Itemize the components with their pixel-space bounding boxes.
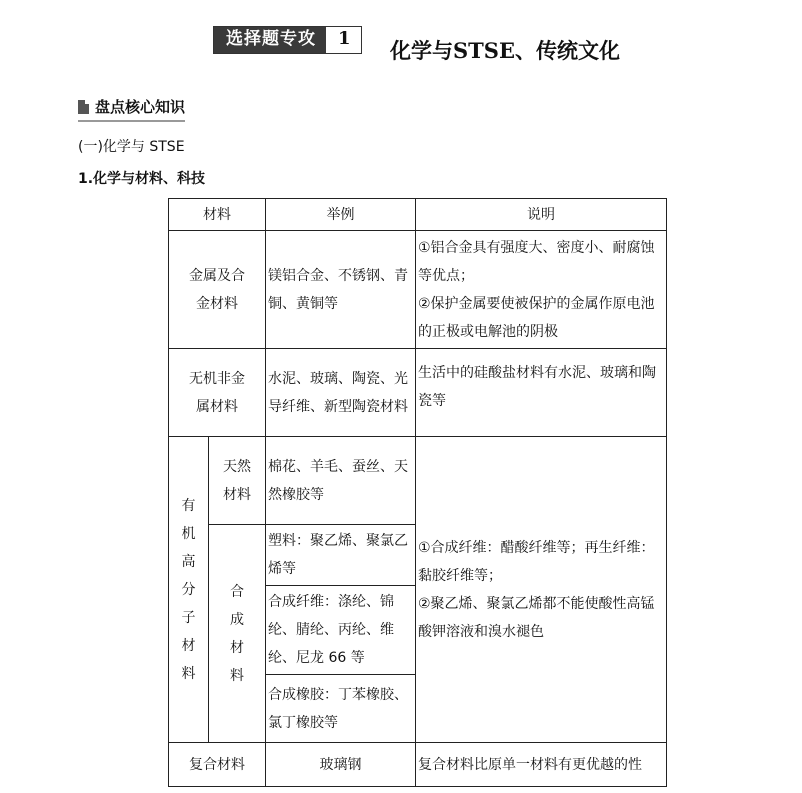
table-row — [169, 743, 667, 787]
organic-group: 有机高分子材料 — [169, 437, 209, 743]
organic-fiber: 合成纤维：涤纶、锦纶、腈纶、丙纶、维纶、尼龙 66 等 — [266, 586, 416, 675]
metal-example: 镁铝合金、不锈钢、青铜、黄铜等 — [266, 231, 416, 349]
page-title: 化学与STSE、传统文化 — [390, 38, 620, 63]
page-header — [0, 0, 802, 80]
organic-natural-example: 棉花、羊毛、蚕丝、天然橡胶等 — [266, 437, 416, 525]
organic-plastic: 塑料：聚乙烯、聚氯乙烯等 — [266, 525, 416, 586]
materials-table — [168, 198, 667, 787]
subsection-part: (一)化学与 STSE — [78, 139, 185, 155]
badge-number: 1 — [338, 28, 351, 49]
topic-badge — [213, 26, 362, 54]
header-example: 举例 — [266, 199, 416, 231]
organic-natural: 天然材料 — [209, 437, 266, 525]
composite-example: 玻璃钢 — [266, 743, 416, 787]
metal-material: 金属及合金材料 — [169, 231, 266, 349]
metal-explain — [416, 231, 667, 349]
inorganic-explain: 生活中的硅酸盐材料有水泥、玻璃和陶瓷等 — [416, 349, 667, 437]
subsection-item: 1.化学与材料、科技 — [78, 171, 206, 187]
organic-explain — [416, 437, 667, 743]
inorganic-material: 无机非金属材料 — [169, 349, 266, 437]
inorganic-example: 水泥、玻璃、陶瓷、光导纤维、新型陶瓷材料 — [266, 349, 416, 437]
badge-label: 选择题专攻 — [214, 27, 328, 53]
header-material: 材料 — [169, 199, 266, 231]
organic-explain-2: ②聚乙烯、聚氯乙烯都不能使酸性高锰酸钾溶液和溴水褪色 — [418, 595, 655, 640]
document-icon — [78, 100, 89, 114]
section-heading — [78, 96, 185, 122]
organic-rubber: 合成橡胶：丁苯橡胶、氯丁橡胶等 — [266, 675, 416, 743]
composite-material: 复合材料 — [169, 743, 266, 787]
header-explain: 说明 — [416, 199, 667, 231]
table-header-row — [169, 199, 667, 231]
table-row — [169, 349, 667, 437]
organic-explain-1: ①合成纤维：醋酸纤维等；再生纤维：黏胶纤维等； — [418, 539, 655, 584]
organic-synthetic: 合成材料 — [209, 525, 266, 743]
metal-explain-1: ①铝合金具有强度大、密度小、耐腐蚀等优点； — [418, 239, 655, 284]
composite-explain: 复合材料比原单一材料有更优越的性 — [416, 743, 667, 787]
metal-explain-2: ②保护金属要使被保护的金属作原电池的正极或电解池的阴极 — [418, 295, 655, 340]
table-row — [169, 231, 667, 349]
table-row — [169, 437, 667, 525]
section-title: 盘点核心知识 — [95, 98, 186, 116]
